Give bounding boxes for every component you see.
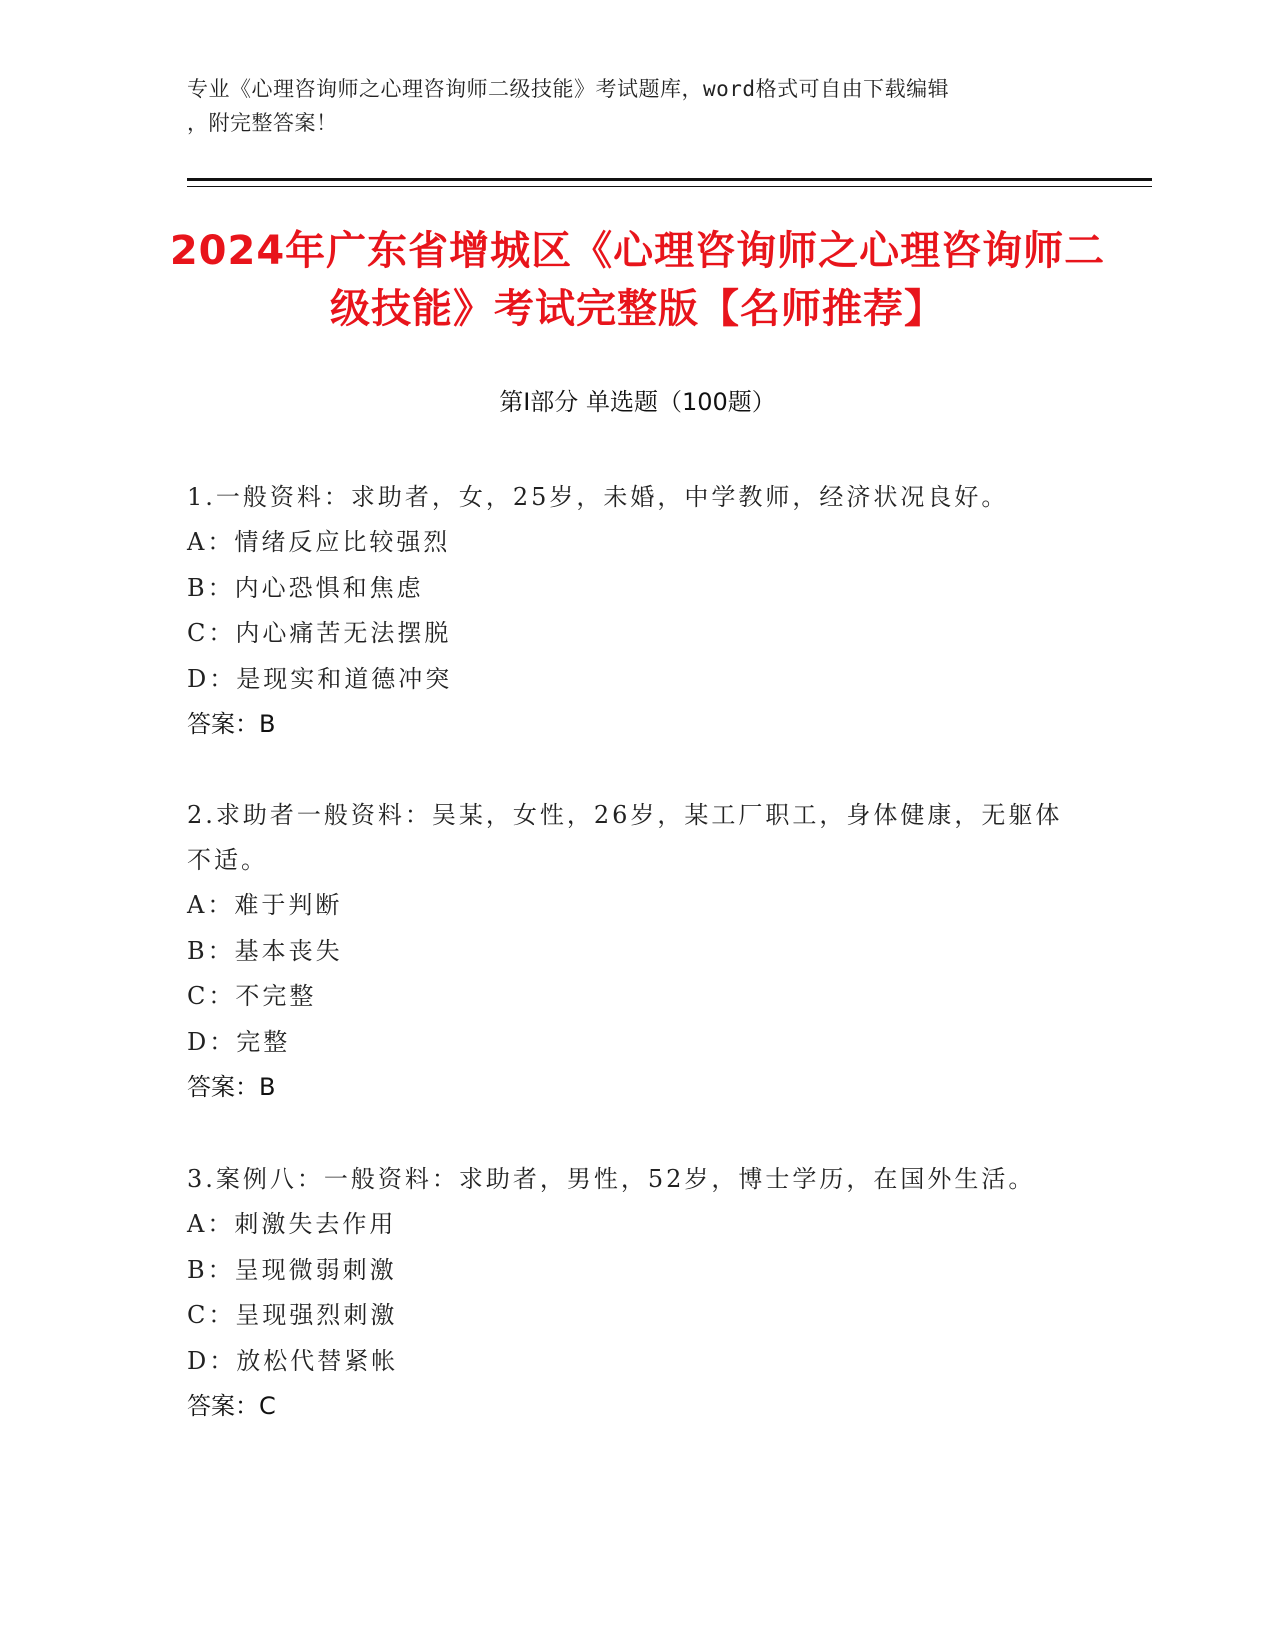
option-c: C：内心痛苦无法摆脱 [187, 619, 452, 647]
question-stem: 2.求助者一般资料：吴某，女性，26岁，某工厂职工，身体健康，无躯体不适。 [187, 801, 1063, 874]
option-a: A：难于判断 [187, 891, 343, 919]
header-divider-thin [187, 186, 1152, 187]
answer: 答案：C [187, 1392, 276, 1420]
question-stem: 3.案例八：一般资料：求助者，男性，52岁，博士学历，在国外生活。 [187, 1165, 1036, 1193]
option-b: B：内心恐惧和焦虑 [187, 573, 424, 602]
question-3 [187, 1157, 1067, 1429]
question-stem: 1.一般资料：求助者，女，25岁，未婚，中学教师，经济状况良好。 [187, 483, 1009, 511]
header-divider-thick [187, 178, 1152, 181]
question-1 [187, 475, 1067, 747]
header-note-line2: ，附完整答案！ [187, 111, 338, 135]
option-b: B：基本丧失 [187, 936, 343, 965]
question-gap [187, 747, 1067, 793]
section-title: 第Ⅰ部分 单选题（100题） [499, 388, 776, 416]
answer: 答案：B [187, 710, 276, 738]
option-d: D：放松代替紧帐 [187, 1346, 399, 1375]
question-2 [187, 793, 1067, 1110]
option-b: B：呈现微弱刺激 [187, 1255, 397, 1284]
option-d: D：完整 [187, 1027, 291, 1056]
question-gap [187, 1110, 1067, 1157]
option-c: C：不完整 [187, 982, 317, 1010]
question-list [187, 475, 1067, 1429]
option-d: D：是现实和道德冲突 [187, 664, 453, 693]
document-title: 2024年广东省增城区《心理咨询师之心理咨询师二级技能》考试完整版【名师推荐】 [169, 228, 1106, 332]
header-note [187, 72, 1067, 140]
option-a: A：刺激失去作用 [187, 1210, 397, 1238]
answer: 答案：B [187, 1073, 276, 1101]
option-a: A：情绪反应比较强烈 [187, 528, 451, 556]
option-c: C：呈现强烈刺激 [187, 1301, 398, 1329]
header-note-line1: 专业《心理咨询师之心理咨询师二级技能》考试题库，word格式可自由下载编辑 [187, 77, 950, 101]
